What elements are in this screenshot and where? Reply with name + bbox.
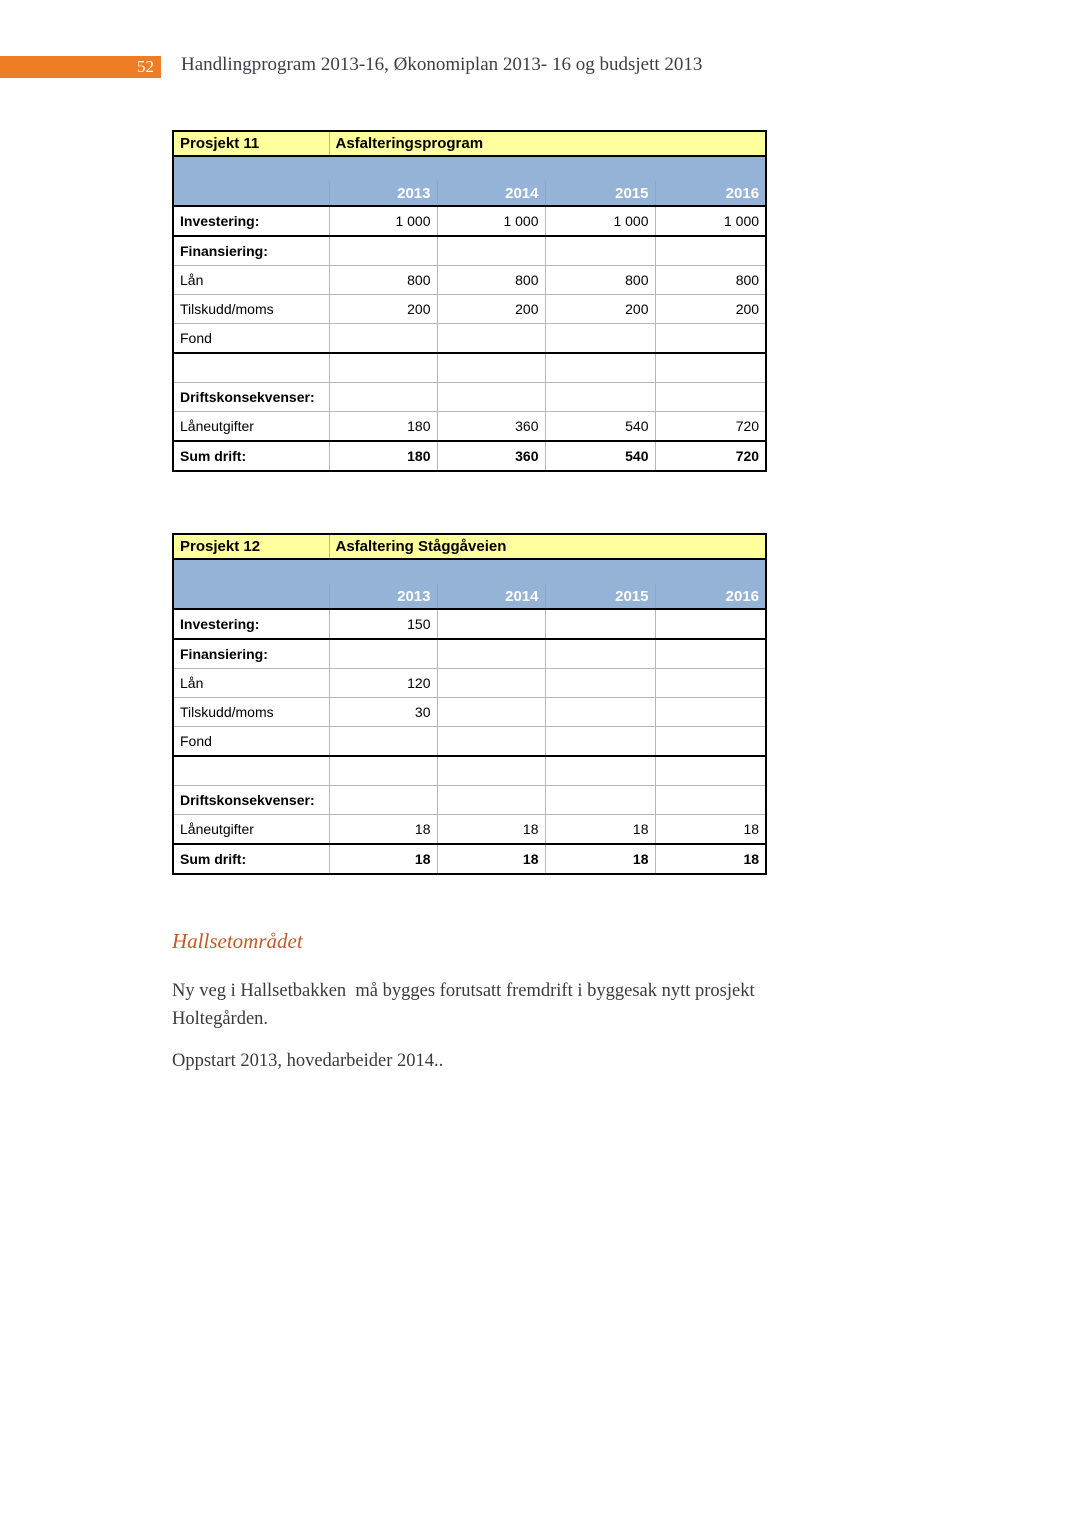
value-cell: 120 (329, 669, 437, 698)
value-cell: 1 000 (545, 206, 655, 236)
value-cell (329, 727, 437, 757)
value-cell: 18 (655, 815, 766, 845)
row-label (173, 353, 329, 383)
value-cell: 1 000 (655, 206, 766, 236)
year-header-row (173, 181, 766, 207)
value-cell (437, 698, 545, 727)
value-cell: 18 (545, 815, 655, 845)
value-cell (545, 669, 655, 698)
row-label: Låneutgifter (173, 412, 329, 442)
row-label: Driftskonsekvenser: (173, 786, 329, 815)
row-label: Fond (173, 324, 329, 354)
year-header: 2015 (545, 181, 655, 207)
value-cell: 720 (655, 441, 766, 471)
value-cell: 800 (437, 266, 545, 295)
value-cell (545, 236, 655, 266)
value-cell: 18 (545, 844, 655, 874)
table-header-band (173, 156, 766, 181)
table-row-driftskonsekvenser (173, 786, 766, 815)
value-cell: 180 (329, 412, 437, 442)
table-row-fond (173, 324, 766, 354)
value-cell (329, 756, 437, 786)
value-cell: 800 (655, 266, 766, 295)
value-cell: 18 (437, 844, 545, 874)
value-cell (437, 669, 545, 698)
row-label: Tilskudd/moms (173, 698, 329, 727)
value-cell (437, 639, 545, 669)
value-cell (655, 236, 766, 266)
year-header: 2013 (329, 181, 437, 207)
project-title: Asfalteringsprogram (329, 131, 766, 156)
value-cell (545, 609, 655, 639)
value-cell (437, 353, 545, 383)
value-cell: 360 (437, 441, 545, 471)
table-row-lan (173, 669, 766, 698)
table-title-row (173, 534, 766, 559)
value-cell (437, 727, 545, 757)
value-cell: 18 (655, 844, 766, 874)
page-number: 52 (137, 57, 154, 76)
header-band-spacer (173, 559, 766, 584)
value-cell: 540 (545, 441, 655, 471)
section-paragraph: Ny veg i Hallsetbakken må bygges forutsatt fremdrift i byggesak nytt prosjekt Holtegården. (172, 980, 760, 1029)
table-row-finansiering (173, 639, 766, 669)
value-cell (655, 727, 766, 757)
row-label: Finansiering: (173, 236, 329, 266)
value-cell: 200 (545, 295, 655, 324)
value-cell: 150 (329, 609, 437, 639)
value-cell (437, 609, 545, 639)
page-number-bar (0, 56, 161, 78)
project-table-prosjekt-12 (172, 533, 767, 875)
value-cell (329, 236, 437, 266)
table-row-sum-drift (173, 441, 766, 471)
row-label: Lån (173, 266, 329, 295)
value-cell: 200 (437, 295, 545, 324)
value-cell (437, 236, 545, 266)
row-label: Tilskudd/moms (173, 295, 329, 324)
row-label: Låneutgifter (173, 815, 329, 845)
value-cell (545, 698, 655, 727)
section-paragraph-2: Oppstart 2013, hovedarbeider 2014.. (172, 1050, 444, 1071)
value-cell (655, 353, 766, 383)
value-cell (655, 786, 766, 815)
value-cell (655, 669, 766, 698)
table-header-band (173, 559, 766, 584)
year-header: 2016 (655, 584, 766, 610)
project-title: Asfaltering Ståggåveien (329, 534, 766, 559)
table-row-lan (173, 266, 766, 295)
value-cell (329, 383, 437, 412)
row-label: Fond (173, 727, 329, 757)
value-cell (545, 786, 655, 815)
table-row-fond (173, 727, 766, 757)
year-header: 2013 (329, 584, 437, 610)
project-id: Prosjekt 12 (173, 534, 329, 559)
value-cell (437, 756, 545, 786)
value-cell: 800 (329, 266, 437, 295)
project-id: Prosjekt 11 (173, 131, 329, 156)
value-cell: 200 (329, 295, 437, 324)
value-cell (437, 786, 545, 815)
value-cell (437, 324, 545, 354)
table-row-empty (173, 353, 766, 383)
value-cell (655, 756, 766, 786)
value-cell: 200 (655, 295, 766, 324)
row-label: Investering: (173, 609, 329, 639)
row-label: Lån (173, 669, 329, 698)
value-cell (329, 324, 437, 354)
row-label: Sum drift: (173, 441, 329, 471)
table-row-empty (173, 756, 766, 786)
table-row-sum-drift (173, 844, 766, 874)
row-label (173, 756, 329, 786)
value-cell: 800 (545, 266, 655, 295)
value-cell (545, 383, 655, 412)
table-row-investering (173, 206, 766, 236)
year-header-empty (173, 181, 329, 207)
row-label: Investering: (173, 206, 329, 236)
header-band-spacer (173, 156, 766, 181)
year-header: 2015 (545, 584, 655, 610)
year-header-row (173, 584, 766, 610)
row-label: Driftskonsekvenser: (173, 383, 329, 412)
row-label: Sum drift: (173, 844, 329, 874)
value-cell: 1 000 (329, 206, 437, 236)
value-cell (655, 324, 766, 354)
value-cell (545, 639, 655, 669)
value-cell (545, 324, 655, 354)
value-cell: 30 (329, 698, 437, 727)
section-heading: Hallsetområdet (172, 929, 303, 953)
table-row-finansiering (173, 236, 766, 266)
table-row-driftskonsekvenser (173, 383, 766, 412)
row-label: Finansiering: (173, 639, 329, 669)
value-cell (655, 698, 766, 727)
table-row-tilskudd (173, 698, 766, 727)
value-cell (545, 353, 655, 383)
table-row-laneutgifter (173, 412, 766, 442)
value-cell: 18 (437, 815, 545, 845)
value-cell: 1 000 (437, 206, 545, 236)
year-header: 2014 (437, 181, 545, 207)
project-table-prosjekt-11 (172, 130, 767, 472)
value-cell (329, 639, 437, 669)
value-cell (329, 786, 437, 815)
value-cell (545, 727, 655, 757)
year-header: 2016 (655, 181, 766, 207)
value-cell (655, 639, 766, 669)
table-row-investering (173, 609, 766, 639)
value-cell: 540 (545, 412, 655, 442)
table-row-laneutgifter (173, 815, 766, 845)
value-cell (545, 756, 655, 786)
value-cell: 180 (329, 441, 437, 471)
value-cell (655, 383, 766, 412)
value-cell (655, 609, 766, 639)
value-cell: 18 (329, 815, 437, 845)
year-header-empty (173, 584, 329, 610)
value-cell: 360 (437, 412, 545, 442)
year-header: 2014 (437, 584, 545, 610)
value-cell (437, 383, 545, 412)
value-cell: 18 (329, 844, 437, 874)
table-row-tilskudd (173, 295, 766, 324)
value-cell (329, 353, 437, 383)
table-title-row (173, 131, 766, 156)
value-cell: 720 (655, 412, 766, 442)
document-header-title: Handlingprogram 2013-16, Økonomiplan 2013- 16 og budsjett 2013 (181, 54, 703, 75)
